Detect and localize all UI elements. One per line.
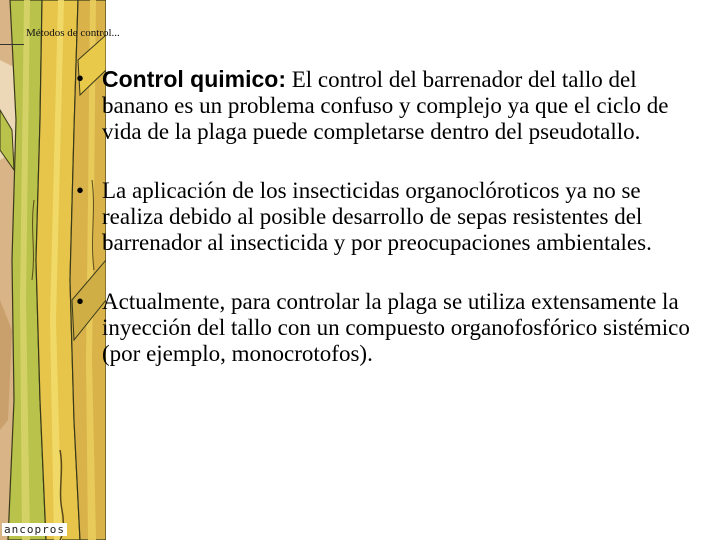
- bullet-lead: Control quimico:: [102, 66, 286, 92]
- bullet-list: [76, 66, 706, 400]
- bullet-text: [102, 66, 706, 145]
- footer-logo: ancopros: [4, 523, 65, 536]
- bullet-text: [102, 289, 706, 367]
- header-rule: [0, 44, 24, 45]
- header-title: Métodos de control...: [26, 27, 120, 39]
- bullet-marker: •: [76, 66, 85, 91]
- bullet-marker: •: [76, 289, 85, 314]
- bullet-body: El control del barrenador del tallo del banano es un problema confuso y complejo ya que el ciclo de vida de la plaga puede completarse dentro del pseudotallo.: [102, 67, 669, 144]
- bullet-body: La aplicación de los insecticidas organoclóroticos ya no se realiza debido al posible desarrollo de sepas resistentes del barrenador al insecticida y por preocupaciones ambientales.: [102, 178, 652, 255]
- bullet-item: [76, 178, 706, 256]
- bullet-marker: •: [76, 178, 85, 203]
- bullet-text: [102, 178, 706, 256]
- bullet-item: [76, 66, 706, 145]
- bullet-body: Actualmente, para controlar la plaga se utiliza extensamente la inyección del tallo con un compuesto organofosfórico sistémico (por ejemplo, monocrotofos).: [102, 289, 690, 366]
- bullet-item: [76, 289, 706, 367]
